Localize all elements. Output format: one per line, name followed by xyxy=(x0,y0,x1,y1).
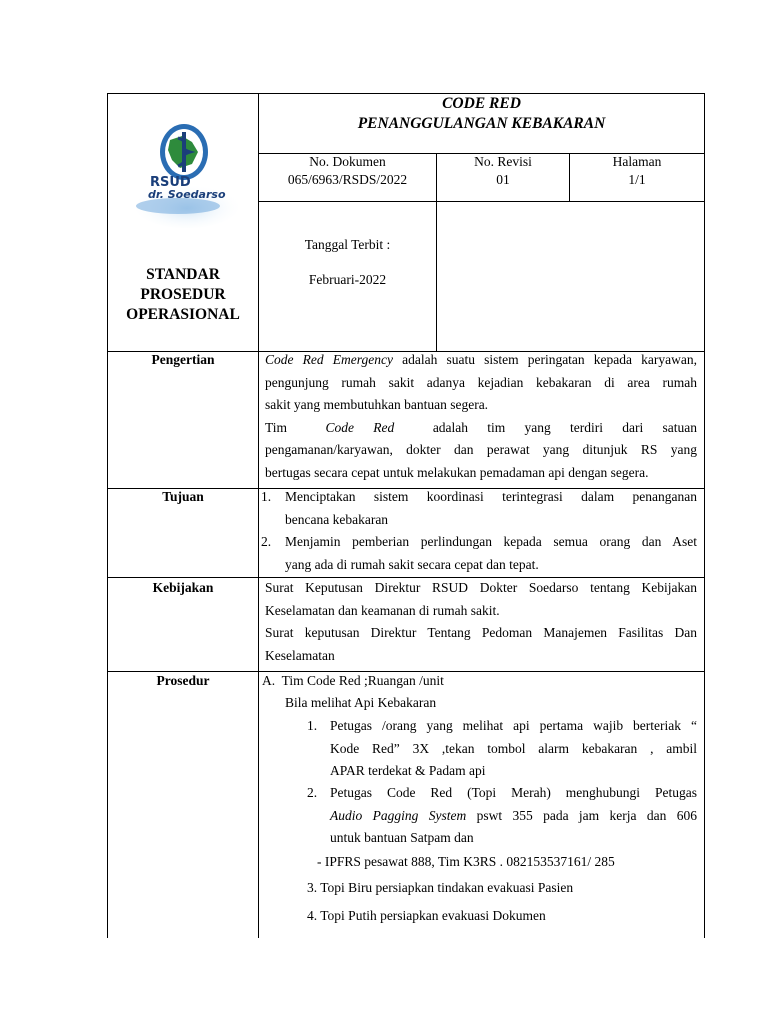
audio-pagging-term: Audio Pagging System xyxy=(330,807,467,823)
tujuan-label: Tujuan xyxy=(162,489,204,504)
kebijakan-content xyxy=(265,577,697,667)
prosedur-step-4: 4. Topi Putih persiapkan evakuasi Dokumen xyxy=(307,908,546,923)
tanggal-terbit-value: Februari-2022 xyxy=(308,272,387,287)
kebijakan-line: Surat keputusan Direktur Tentang Pedoman Manajemen Fasilitas Dan xyxy=(265,625,697,640)
tujuan-list xyxy=(261,486,697,576)
no-revisi-value: 01 xyxy=(496,172,510,187)
pengertian-line: sakit yang membutuhkan bantuan segera. xyxy=(265,397,489,412)
step-text: pswt 355 pada jam kerja dan 606 xyxy=(466,807,697,823)
prosedur-subheading: Bila melihat Api Kebakaran xyxy=(285,695,437,710)
step-line: Kode Red” 3X ,tekan tombol alarm kebakaran , ambil xyxy=(330,740,697,756)
pengertian-line: pengamanan/karyawan, dokter dan perawat yang ditunjuk RS yang xyxy=(265,442,697,457)
tanggal-terbit-label: Tanggal Terbit : xyxy=(304,237,391,252)
prosedur-section-a xyxy=(262,670,702,693)
section-marker: A. xyxy=(262,673,276,688)
prosedur-step-2 xyxy=(307,782,697,850)
pengertian-line xyxy=(265,349,697,372)
sop-label-line3: OPERASIONAL xyxy=(126,306,240,323)
title-line2: PENANGGULANGAN KEBAKARAN xyxy=(357,115,606,132)
prosedur-step-1 xyxy=(307,715,697,783)
logo-text-rsud: RSUD xyxy=(150,175,191,190)
prosedur-contact-line: - IPFRS pesawat 888, Tim K3RS . 082153537161/ 285 xyxy=(317,854,615,869)
step-line xyxy=(330,805,697,828)
sop-label-line2: PROSEDUR xyxy=(140,286,226,303)
pengertian-content xyxy=(265,349,697,484)
list-item-line: Menjamin pemberian perlindungan kepada semua orang dan Aset xyxy=(285,534,697,549)
no-dokumen-value: 065/6963/RSDS/2022 xyxy=(287,172,408,187)
table-right-border xyxy=(704,93,705,938)
sop-label-line1: STANDAR xyxy=(146,266,220,283)
list-item xyxy=(261,486,697,531)
halaman-value: 1/1 xyxy=(628,172,646,187)
no-revisi-cell xyxy=(437,153,569,189)
title-line1: CODE RED xyxy=(442,95,521,112)
sop-label xyxy=(108,265,258,325)
no-revisi-label: No. Revisi xyxy=(474,154,532,169)
list-number: 1. xyxy=(261,489,272,504)
pengertian-label: Pengertian xyxy=(151,352,215,367)
list-item-line: Menciptakan sistem koordinasi terintegrasi dalam penanganan xyxy=(285,489,697,504)
list-item-line: yang ada di rumah sakit secara cepat dan tepat. xyxy=(285,556,539,572)
table-left-border xyxy=(107,93,108,938)
logo-text-name: dr. Soedarso xyxy=(148,188,226,201)
prosedur-label: Prosedur xyxy=(156,673,210,688)
step-number: 1. xyxy=(307,718,318,733)
pengertian-text: Tim xyxy=(265,419,288,435)
halaman-label: Halaman xyxy=(612,154,662,169)
step-line: untuk bantuan Satpam dan xyxy=(330,830,474,845)
pengertian-line: bertugas secara cepat untuk melakukan pemadaman api dengan segera. xyxy=(265,464,649,480)
section-heading: Tim Code Red ;Ruangan /unit xyxy=(281,673,444,688)
halaman-cell xyxy=(570,153,704,189)
column-divider xyxy=(258,93,259,938)
no-dokumen-label: No. Dokumen xyxy=(309,154,386,169)
step-line: Petugas Code Red (Topi Merah) menghubungi Petugas xyxy=(330,785,697,800)
pengertian-line: pengunjung rumah sakit adanya kejadian kebakaran di area rumah xyxy=(265,374,697,390)
code-red-emergency-term: Code Red Emergency xyxy=(265,352,393,367)
document-title xyxy=(259,94,704,134)
pengertian-line xyxy=(265,417,697,440)
kebijakan-line: Keselamatan dan keamanan di rumah sakit. xyxy=(265,602,500,618)
kebijakan-line: Keselamatan xyxy=(265,647,335,663)
kebijakan-line: Surat Keputusan Direktur RSUD Dokter Soedarso tentang Kebijakan xyxy=(265,580,697,595)
list-item-line: bencana kebakaran xyxy=(285,511,389,527)
no-dokumen-cell xyxy=(259,153,436,189)
step-line: Petugas /orang yang melihat api pertama wajib berteriak “ xyxy=(330,718,697,733)
meta-bottom-border xyxy=(258,201,705,202)
pengertian-text: adalah tim yang terdiri dari satuan xyxy=(432,419,698,435)
kebijakan-label: Kebijakan xyxy=(152,580,214,595)
prosedur-step-3: 3. Topi Biru persiapkan tindakan evakuasi Pasien xyxy=(307,880,574,895)
pengertian-text: adalah suatu sistem peringatan kepada karyawan, xyxy=(392,352,697,367)
list-item xyxy=(261,531,697,576)
list-number: 2. xyxy=(261,534,272,549)
step-number: 2. xyxy=(307,785,318,800)
code-red-term: Code Red xyxy=(325,419,395,435)
step-line: APAR terdekat & Padam api xyxy=(330,763,486,778)
